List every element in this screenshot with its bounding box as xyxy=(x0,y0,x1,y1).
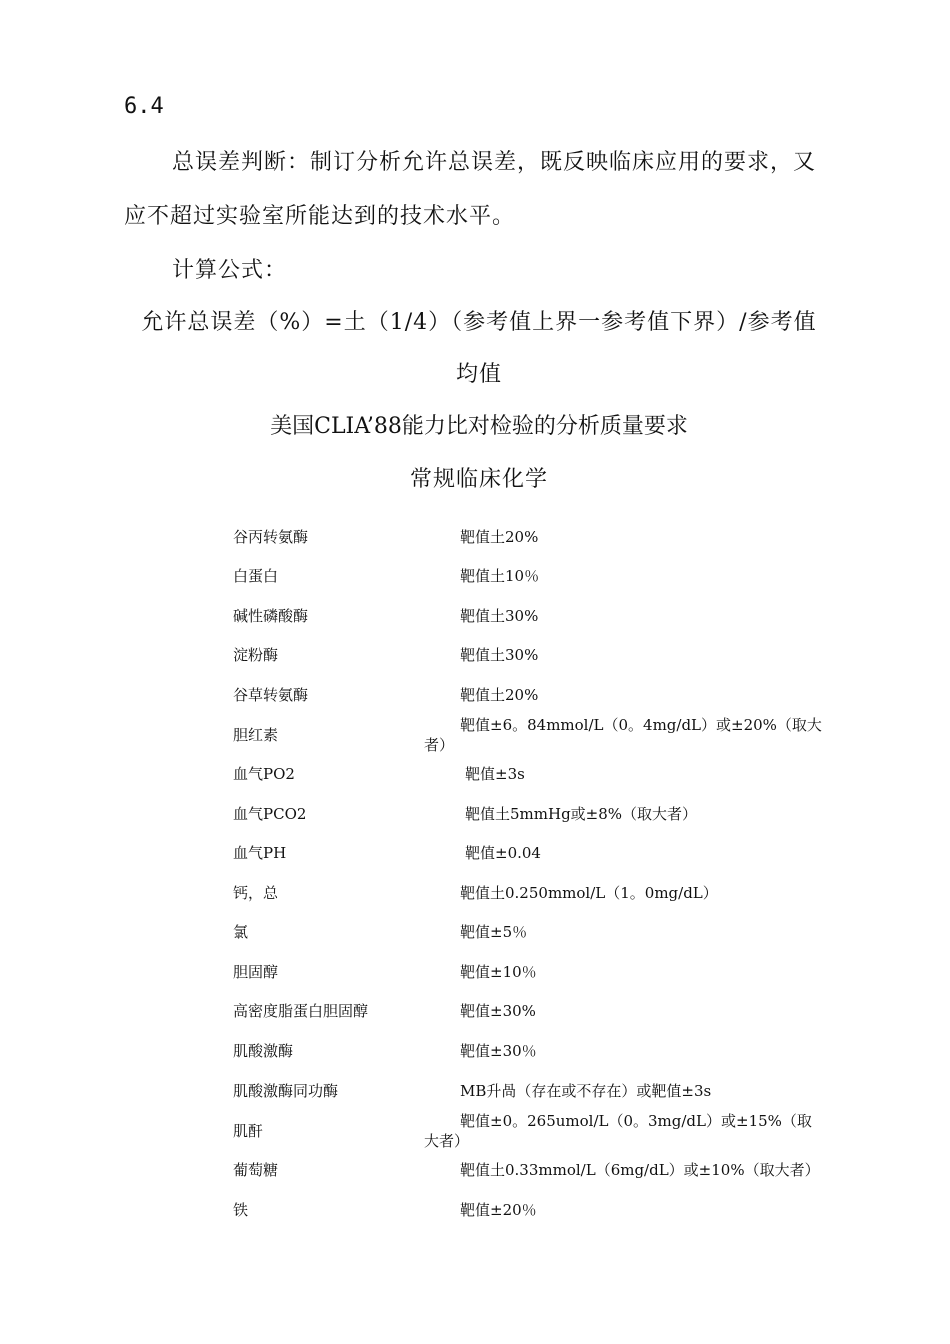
row-analyte: 谷丙转氨酶 xyxy=(233,528,309,546)
row-analyte: 碱性磷酸酶 xyxy=(233,607,309,625)
row-requirement: 靶值土20% xyxy=(460,686,539,704)
row-analyte: 谷草转氨酶 xyxy=(233,686,309,704)
row-requirement: 靶值土30% xyxy=(460,646,539,664)
formula-line-2: 均值 xyxy=(455,362,502,387)
row-requirement-continued: 者） xyxy=(424,736,455,754)
row-analyte: 胆固醇 xyxy=(233,963,279,981)
row-requirement: 靶值土0.33mmol/L（6mg/dL）或±10%（取大者） xyxy=(460,1161,820,1179)
row-requirement: 靶值土5mmHg或±8%（取大者） xyxy=(465,805,698,823)
row-requirement: 靶值土20% xyxy=(460,528,539,546)
row-requirement-continued: 大者） xyxy=(424,1132,470,1150)
row-analyte: 血气PH xyxy=(233,844,287,862)
row-requirement: 靶值土10％ xyxy=(460,567,540,585)
row-requirement: 靶值±5％ xyxy=(460,923,528,941)
row-analyte: 肌酸激酶同功酶 xyxy=(233,1082,339,1100)
row-requirement: 靶值±6。84mmol/L（0。4mg/dL）或±20%（取大 xyxy=(460,716,822,734)
row-requirement: 靶值±30％ xyxy=(460,1042,537,1060)
paragraph-line-2: 应不超过实验室所能达到的技术水平。 xyxy=(124,204,516,229)
row-analyte: 肌酐 xyxy=(233,1122,264,1140)
formula-line-1: 允许总误差（%）=土（1/4）（参考值上界一参考值下界）/参考值 xyxy=(141,310,817,335)
row-requirement: 靶值±0.04 xyxy=(465,844,541,862)
row-analyte: 血气PO2 xyxy=(233,765,295,783)
formula-label: 计算公式： xyxy=(172,258,288,283)
row-analyte: 血气PCO2 xyxy=(233,805,307,823)
row-analyte: 葡萄糖 xyxy=(233,1161,279,1179)
table-subtitle: 常规临床化学 xyxy=(409,467,548,492)
row-analyte: 钙，总 xyxy=(233,884,279,902)
row-analyte: 胆红素 xyxy=(233,726,279,744)
section-number: 6.4 xyxy=(124,94,164,119)
row-analyte: 肌酸激酶 xyxy=(233,1042,294,1060)
row-requirement: 靶值±10％ xyxy=(460,963,537,981)
row-requirement: 靶值土0.250mmol/L（1。0mg/dL） xyxy=(460,884,718,902)
row-analyte: 铁 xyxy=(233,1201,249,1219)
row-requirement: 靶值±0。265umol/L（0。3mg/dL）或±15%（取 xyxy=(460,1112,812,1130)
row-analyte: 白蛋白 xyxy=(233,567,279,585)
row-requirement: 靶值±30% xyxy=(460,1002,536,1020)
row-analyte: 高密度脂蛋白胆固醇 xyxy=(233,1002,369,1020)
row-requirement: 靶值±3s xyxy=(465,765,525,783)
paragraph-line-1: 总误差判断：制订分析允许总误差，既反映临床应用的要求，又 xyxy=(172,150,817,175)
table-title: 美国CLIA’88能力比对检验的分析质量要求 xyxy=(270,414,688,439)
row-requirement: 靶值±20％ xyxy=(460,1201,537,1219)
row-analyte: 氯 xyxy=(233,923,249,941)
row-requirement: MB升咼（存在或不存在）或靶值±3s xyxy=(460,1082,712,1100)
row-analyte: 淀粉酶 xyxy=(233,646,279,664)
row-requirement: 靶值土30% xyxy=(460,607,539,625)
